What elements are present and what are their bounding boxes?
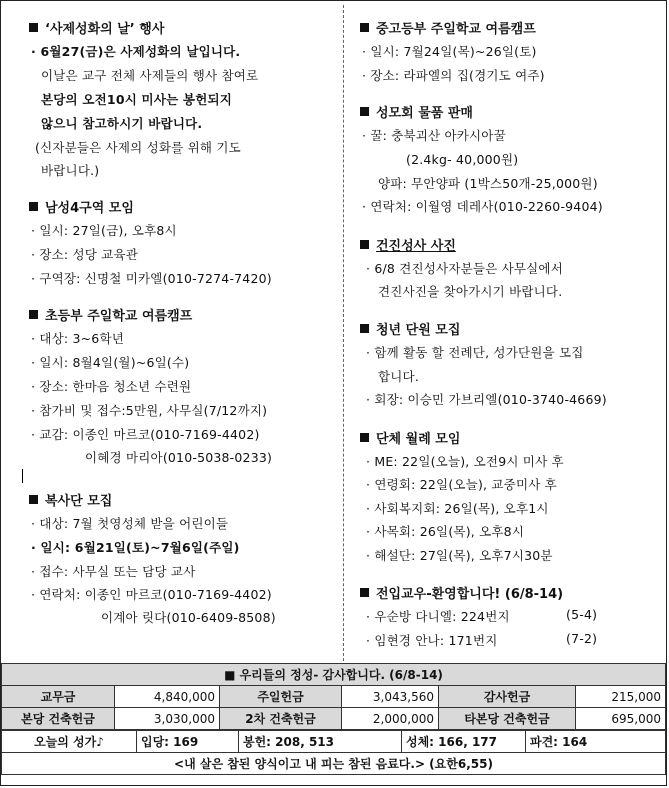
left-column — [1, 1, 343, 663]
table-row — [2, 686, 666, 708]
table-cell-value: 2,000,000 — [342, 708, 439, 730]
square-bullet-icon — [29, 310, 38, 319]
text-line: · 연령회: 22일(오늘), 교중미사 후 — [366, 477, 557, 492]
offering-title: ■ 우리들의 정성- 감사합니다. (6/8-14) — [2, 664, 666, 686]
text-line: · 대상: 3~6학년 — [31, 331, 125, 346]
table-row — [2, 731, 666, 753]
text-line: · 참가비 및 접수:5만원, 사무실(7/12까지) — [31, 403, 268, 418]
section-heading: 건진성사 사진 — [360, 235, 456, 254]
text-line: · 일시: 6월21일(토)~7월6일(주일) — [31, 540, 240, 555]
text-line: (5-4) — [566, 607, 598, 622]
table-cell-value: 4,840,000 — [115, 686, 220, 708]
hymn-dismissal: 파견: 164 — [526, 731, 666, 753]
square-bullet-icon — [360, 588, 369, 597]
hymns-table — [1, 730, 666, 775]
text-cursor — [22, 469, 23, 483]
table-cell-label: 감사헌금 — [439, 686, 576, 708]
text-line: · 장소: 성당 교육관 — [31, 247, 139, 262]
text-line: · 사목회: 26일(목), 오후8시 — [366, 524, 525, 539]
text-line: 이계아 릿다(010-6409-8508) — [101, 610, 276, 625]
text-line: · 해설단: 27일(목), 오후7시30분 — [366, 548, 553, 563]
text-line: · 함께 활동 할 전례단, 성가단원을 모집 — [366, 345, 584, 360]
section-heading: 청년 단원 모집 — [360, 319, 460, 338]
bible-quote: <내 살은 참된 양식이고 내 피는 참된 음료다.> (요한6,55) — [2, 753, 666, 775]
text-line: 이혜경 마리아(010-5038-0233) — [85, 450, 273, 465]
section-heading: 성모회 물품 판매 — [360, 102, 473, 121]
section-heading: 남성4구역 모임 — [29, 197, 134, 216]
hymn-offertory: 봉헌: 208, 513 — [239, 731, 402, 753]
square-bullet-icon — [360, 433, 369, 442]
text-line: · 꿀: 충북괴산 아카시아꿀 — [362, 128, 506, 143]
text-line: 이날은 교구 전체 사제들의 행사 참여로 — [41, 68, 259, 83]
section-heading: 복사단 모집 — [29, 490, 112, 509]
hymns-label: 오늘의 성가♪ — [2, 731, 137, 753]
square-bullet-icon — [29, 495, 38, 504]
table-cell-value: 3,043,560 — [342, 686, 439, 708]
text-line: · 일시: 27일(금), 오후8시 — [31, 223, 177, 238]
table-cell-label: 2차 건축헌금 — [220, 708, 342, 730]
text-line: 합니다. — [378, 369, 419, 384]
text-line: · 연락처: 이월영 데레사(010-2260-9404) — [362, 199, 603, 214]
table-cell-label: 교무금 — [2, 686, 115, 708]
text-line: · 접수: 사무실 또는 담당 교사 — [31, 564, 196, 579]
text-line: · 회장: 이승민 가브리엘(010-3740-4669) — [366, 392, 607, 407]
square-bullet-icon — [29, 23, 38, 32]
square-bullet-icon — [360, 23, 369, 32]
table-row — [2, 753, 666, 775]
table-row — [2, 708, 666, 730]
text-line: · 장소: 한마음 청소년 수련원 — [31, 379, 192, 394]
text-line: · 임현경 안나: 171번지 — [366, 633, 498, 648]
offering-table — [1, 663, 666, 730]
text-line: · 연락처: 이종인 마르코(010-7169-4402) — [31, 587, 272, 602]
offering-section — [1, 663, 666, 775]
table-cell-label: 타본당 건축헌금 — [439, 708, 576, 730]
section-heading: 초등부 주일학교 여름캠프 — [29, 305, 192, 324]
text-line: (2.4kg- 40,000원) — [406, 152, 519, 167]
table-cell-value: 3,030,000 — [115, 708, 220, 730]
text-line: · ME: 22일(오늘), 오전9시 미사 후 — [366, 454, 564, 469]
section-heading: 전입교우-환영합니다! (6/8-14) — [360, 583, 563, 602]
text-line: (7-2) — [566, 631, 598, 646]
text-line: 견진사진을 찾아가시기 바랍니다. — [378, 284, 563, 299]
text-line: · 사회복지회: 26일(목), 오후1시 — [366, 501, 549, 516]
text-line: 양파: 무안양파 (1박스50개-25,000원) — [378, 176, 598, 191]
table-cell-value: 215,000 — [576, 686, 666, 708]
square-bullet-icon — [29, 202, 38, 211]
section-heading: ‘사제성화의 날’ 행사 — [29, 18, 164, 37]
square-bullet-icon — [360, 240, 369, 249]
text-line: 본당의 오전10시 미사는 봉헌되지 — [41, 92, 233, 107]
text-line: · 대상: 7월 첫영성체 받을 어린이들 — [31, 516, 229, 531]
text-line: 않으니 참고하시기 바랍니다. — [41, 116, 203, 131]
table-cell-value: 695,000 — [576, 708, 666, 730]
text-line: · 일시: 8월4일(월)~6일(수) — [31, 355, 190, 370]
text-line: · 6/8 견진성사자분들은 사무실에서 — [366, 261, 563, 276]
text-line: · 교감: 이종인 마르코(010-7169-4402) — [31, 427, 260, 442]
hymn-entrance: 입당: 169 — [137, 731, 239, 753]
table-cell-label: 주일헌금 — [220, 686, 342, 708]
section-heading: 중고등부 주일학교 여름캠프 — [360, 18, 536, 37]
text-line: · 장소: 라파엘의 집(경기도 여주) — [362, 68, 545, 83]
text-line: · 6월27(금)은 사제성화의 날입니다. — [31, 44, 241, 59]
text-line: (신자분들은 사제의 성화를 위해 기도 — [35, 140, 241, 155]
table-cell-label: 본당 건축헌금 — [2, 708, 115, 730]
square-bullet-icon — [360, 107, 369, 116]
table-row — [2, 664, 666, 686]
text-line: · 일시: 7월24일(목)~26일(토) — [362, 44, 537, 59]
square-bullet-icon — [360, 324, 369, 333]
hymn-communion: 성체: 166, 177 — [402, 731, 526, 753]
section-heading: 단체 월례 모임 — [360, 428, 460, 447]
text-line: 바랍니다.) — [41, 163, 100, 178]
right-column — [344, 1, 666, 663]
text-line: · 우순방 다니엘: 224번지 — [366, 609, 510, 624]
text-line: · 구역장: 신명철 미카엘(010-7274-7420) — [31, 271, 272, 286]
